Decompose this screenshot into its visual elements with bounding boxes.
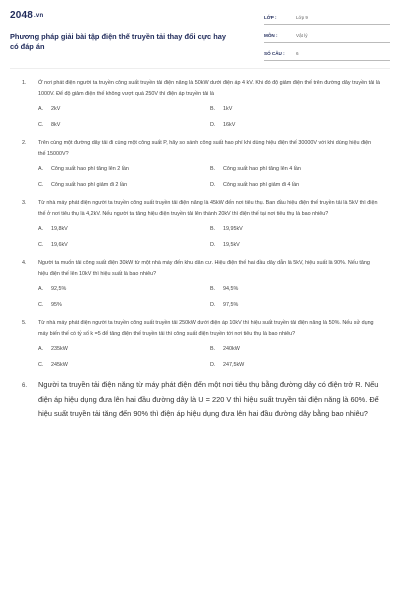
header (10, 10, 390, 58)
option-text: 92,5% (51, 286, 67, 292)
question-list (22, 78, 380, 430)
question-number: 1. (22, 80, 27, 86)
header-divider (10, 68, 390, 69)
option-text: 2kV (51, 106, 61, 112)
option-letter: D. (210, 241, 216, 248)
option-text: Công suất hao phí giảm đi 2 lần (51, 181, 128, 188)
question-text: Trên cùng một đường dây tải đi cùng một công suất P, hãy so sánh công suất hao phí khi dùng hiệu điện thế 30000V với khi dùng hiệu điện thế 15000V? (38, 140, 372, 157)
option-text: Công suất hao phí tăng lên 2 lần (51, 166, 129, 172)
option-text: 97,5% (223, 301, 239, 308)
option-letter: C. (38, 181, 44, 188)
question-number: 6. (22, 383, 28, 389)
meta-row-class (264, 10, 390, 25)
options (38, 104, 380, 130)
option-c[interactable] (38, 240, 210, 251)
option-letter: A. (38, 166, 44, 172)
options (38, 284, 380, 310)
option-letter: C. (38, 241, 44, 248)
option-d[interactable] (210, 240, 382, 251)
option-d[interactable] (210, 180, 382, 191)
option-c[interactable] (38, 180, 210, 191)
option-text: Công suất hao phí giảm đi 4 lần (223, 181, 300, 188)
option-letter: A. (38, 106, 44, 112)
option-text: 19,6kV (51, 241, 68, 248)
meta-value: 6 (296, 50, 299, 56)
meta-label: MÔN : (264, 32, 278, 38)
option-text: 19,95kV (223, 226, 243, 232)
logo-text: 2048 (10, 10, 34, 21)
option-text: 94,5% (223, 286, 239, 292)
option-letter: B. (210, 286, 216, 292)
meta-value: Lớp 9 (296, 14, 308, 20)
option-letter: C. (38, 301, 44, 308)
question-number: 4. (22, 260, 27, 266)
question-6 (22, 378, 380, 422)
option-d[interactable] (210, 120, 382, 131)
question-text: Người ta truyền tải điện năng từ máy phát điện đến một nơi tiêu thụ bằng đường dây có điện trở R. Nếu điện áp hiệu dụng đưa lên hai đầu đường dây là U = 220 V thì hiệu suất truyền tải điện năng là 60%. Để hiệu suất truyền tải tăng đến 90% thì điện áp hiệu dụng đưa lên hai đầu đường dây bằng bao nhiêu? (38, 380, 379, 418)
option-a[interactable] (38, 104, 210, 115)
option-b[interactable] (210, 344, 382, 355)
option-letter: D. (210, 361, 216, 368)
options (38, 164, 380, 190)
option-a[interactable] (38, 284, 210, 295)
option-b[interactable] (210, 284, 382, 295)
question-text: Từ nhà máy phát điện người ta truyền công suất truyền tải 250kW dưới điện áp 10kV thì hiệu suất truyền tải điện năng là 50%. Nếu sử dụng máy biến thế có tỷ số k =5 để tăng điện thế truyền tải thì công suất điện truyền tới nơi tiêu thụ là bao nhiêu? (38, 320, 374, 337)
option-c[interactable] (38, 360, 210, 371)
option-letter: B. (210, 106, 216, 112)
question-1 (22, 78, 380, 130)
option-text: Công suất hao phí tăng lên 4 lần (223, 166, 301, 172)
meta-value: Vật lý (296, 32, 308, 38)
question-number: 3. (22, 200, 27, 206)
option-letter: B. (210, 346, 216, 352)
site-logo[interactable] (10, 10, 43, 21)
option-c[interactable] (38, 300, 210, 311)
question-4 (22, 258, 380, 310)
question-number: 5. (22, 320, 27, 326)
option-b[interactable] (210, 224, 382, 235)
options (38, 224, 380, 250)
option-b[interactable] (210, 164, 382, 175)
option-text: 245kW (51, 361, 68, 368)
meta-info (264, 10, 390, 64)
option-text: 19,5kV (223, 241, 240, 248)
option-d[interactable] (210, 300, 382, 311)
option-b[interactable] (210, 104, 382, 115)
question-text: Từ nhà máy phát điện người ta truyền công suất truyền tải điện năng là 45kW đến nơi tiêu thụ. Ban đầu hiệu điện thế truyền tải là 5kV thì điện thế ở nơi tiêu thụ là 4,2kV. Nếu người ta tăng hiệu điện truyền tải lên thành 20kV thì điện thế tại nơi tiêu thụ là bao nhiêu? (38, 200, 378, 217)
option-text: 8kV (51, 121, 61, 128)
option-c[interactable] (38, 120, 210, 131)
option-text: 247,5kW (223, 361, 245, 368)
option-a[interactable] (38, 164, 210, 175)
option-letter: A. (38, 226, 44, 232)
option-text: 235kW (51, 346, 68, 352)
option-a[interactable] (38, 344, 210, 355)
option-text: 19,8kV (51, 226, 68, 232)
option-letter: D. (210, 301, 216, 308)
options (38, 344, 380, 370)
option-letter: D. (210, 121, 216, 128)
option-letter: B. (210, 226, 216, 232)
meta-label: LỚP : (264, 14, 277, 20)
question-5 (22, 318, 380, 370)
question-3 (22, 198, 380, 250)
option-text: 1kV (223, 106, 233, 112)
question-text: Người ta muốn tải công suất điện 30kW từ một nhà máy đến khu dân cư. Hiệu điện thế hai đầu dây dẫn là 5kV, hiệu suất là 90%. Nếu tăng hiệu điện thế lên 10kV thì hiệu suất là bao nhiêu? (38, 260, 370, 277)
meta-label: SỐ CÂU : (264, 50, 285, 56)
option-letter: A. (38, 346, 44, 352)
option-letter: D. (210, 181, 216, 188)
option-letter: C. (38, 121, 44, 128)
question-text: Ở nơi phát điện người ta truyền công suất truyền tải điện năng là 50kW dưới điện áp 4 kV. Khi đó độ giảm điện thế trên đường dây truyền tải là 1000V. Để độ giảm điện thế không vượt quá 250V thì điện áp truyền tải là (38, 80, 380, 97)
question-number: 2. (22, 140, 27, 146)
option-d[interactable] (210, 360, 382, 371)
page-title: Phương pháp giải bài tập điện thế truyền tải thay đổi cực hay có đáp án (10, 32, 226, 51)
question-2 (22, 138, 380, 190)
option-letter: B. (210, 166, 216, 172)
option-text: 16kV (223, 121, 236, 128)
meta-row-subject (264, 28, 390, 43)
option-letter: C. (38, 361, 44, 368)
option-text: 95% (51, 301, 62, 308)
option-letter: A. (38, 286, 44, 292)
logo-suffix: .vn (34, 13, 44, 19)
option-a[interactable] (38, 224, 210, 235)
meta-row-count (264, 46, 390, 61)
option-text: 240kW (223, 346, 240, 352)
